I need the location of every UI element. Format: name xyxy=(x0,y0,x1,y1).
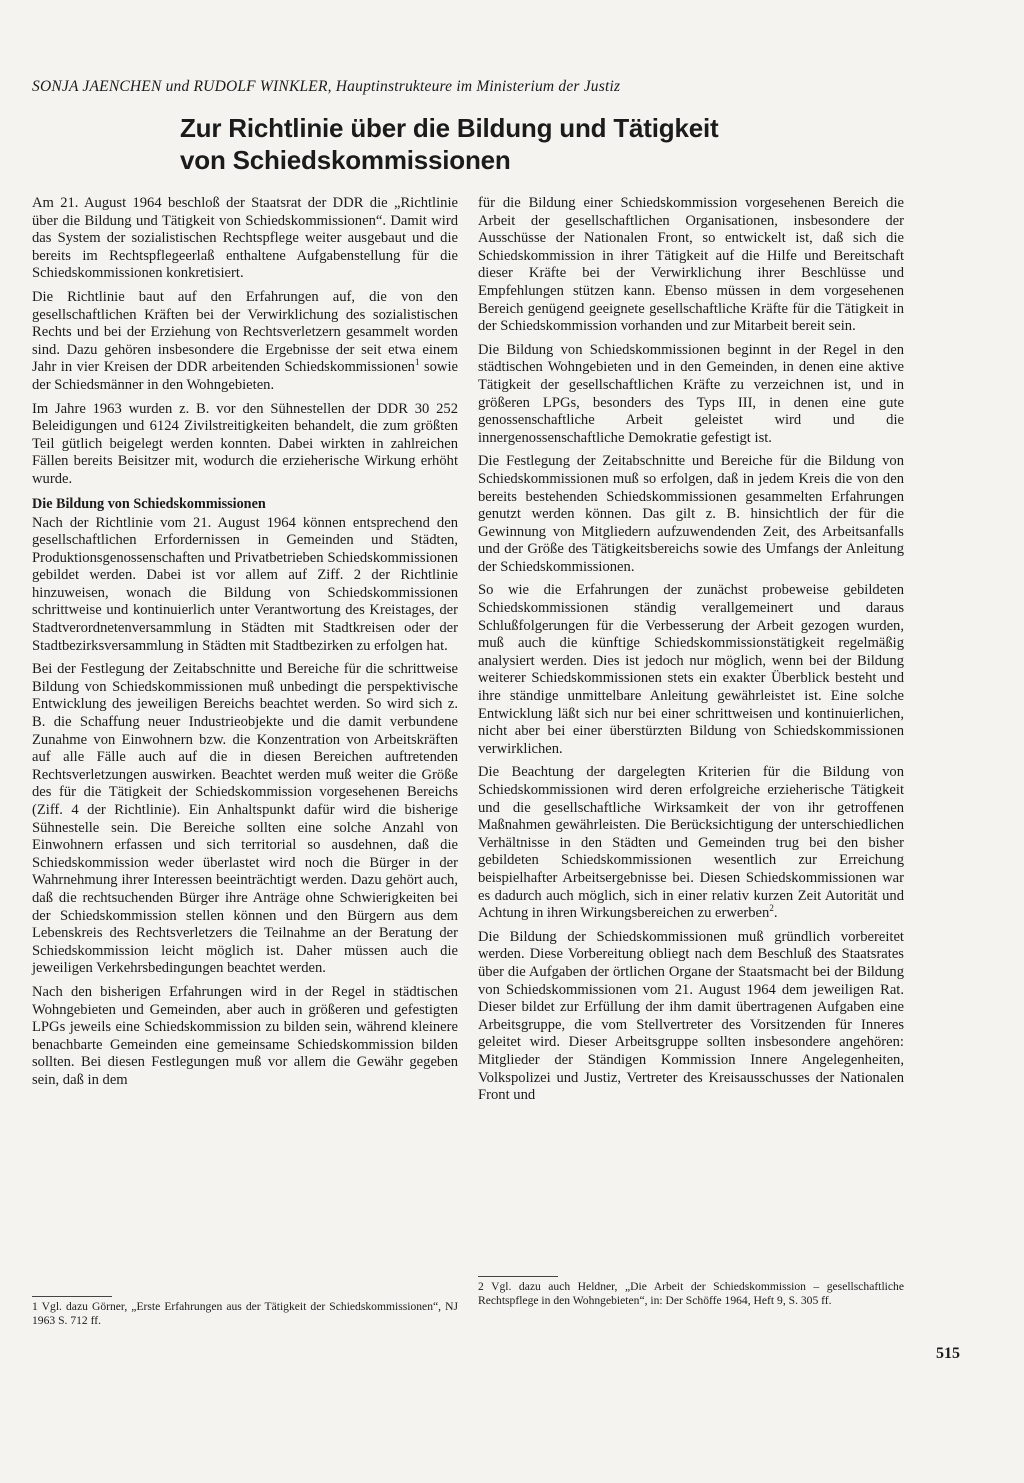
footnote-divider-right xyxy=(478,1276,558,1277)
article-title xyxy=(180,112,940,176)
paragraph xyxy=(478,764,904,922)
right-column xyxy=(478,195,904,1111)
paragraph-text: sowie der Schiedsmänner in den Wohngebieten. xyxy=(32,359,458,393)
paragraph: Nach der Richtlinie vom 21. August 1964 können entsprechend den gesellschaftlichen Erfordernissen in Gemeinden und Städten, Produktionsgenossenschaften und Privatbetrieben Schiedskommissionen gebildet werden. Dabei ist vor allem auf Ziff. 2 der Richtlinie hinzuweisen, wonach die Bildung von Schiedskommissionen schrittweise und kontinuierlich unter Verantwortung des Kreistages, der Stadtverordnetenversammlung in Städten mit Stadtkreisen oder der Stadtbezirksversammlung in Städten mit Stadtbezirken zu erfolgen hat. xyxy=(32,514,458,654)
left-column xyxy=(32,195,458,1096)
page-number: 515 xyxy=(936,1345,960,1362)
author-byline: SONJA JAENCHEN und RUDOLF WINKLER, Hauptinstrukteure im Ministerium der Justiz xyxy=(32,78,621,95)
paragraph-text: Die Richtlinie baut auf den Erfahrungen auf, die von den gesellschaftlichen Kräften bei der Verwirklichung des sozialistischen Rechts und bei der Erziehung von Rechtsverletzern gesammelt worden sind. Dazu gehören insbesondere die Ergebnisse der seit etwa einem Jahr in vier Kreisen der DDR arbeitenden Schiedskommissionen xyxy=(32,288,458,376)
paragraph: Im Jahre 1963 wurden z. B. vor den Sühnestellen der DDR 30 252 Beleidigungen und 6124 Zivilstreitigkeiten behandelt, die zum größten Teil gütlich beigelegt werden konnten. Dabei wirkten in zahlreichen Fällen bereits Beisitzer mit, wodurch die erzieherische Wirkung erhöht wurde. xyxy=(32,400,458,487)
footnote-ref-1: 1 xyxy=(414,357,420,368)
title-line-2: von Schiedskommissionen xyxy=(180,145,511,175)
paragraph: Bei der Festlegung der Zeitabschnitte und Bereiche für die schrittweise Bildung von Schiedskommissionen muß unbedingt die perspektivische Entwicklung des jeweiligen Bereichs beachtet werden. So wird sich z. B. die Schaffung neuer Industrieobjekte und die damit verbundene Zunahme von Einwohnern bzw. die Konzentration von Arbeitskräften auf alle Fälle auch auf die in diesen Bereichen auftretenden Rechtsverletzungen auswirken. Beachtet werden muß weiter die Größe des für die Tätigkeit der Schiedskommission vorgesehenen Bereichs (Ziff. 4 der Richtlinie). Ein Anhaltspunkt dafür wird die bisherige Sühnestelle sein. Die Bereiche sollten eine solche Anzahl von Einwohnern erfassen und sich territorial so ausdehnen, daß die Schiedskommission weder überlastet wird noch die Bürger in der Wahrnehmung ihrer Interessen beeinträchtigt werden. Dazu gehört auch, daß die rechtsuchenden Bürger ihre Anträge ohne Schwierigkeiten bei der Schiedskommission stellen können und den Bürgern aus dem Lebenskreis des Rechtsverletzers die Teilnahme an der Beratung der Schiedskommission leicht möglich ist. Daher müssen auch die jeweiligen Verkehrsbedingungen beachtet werden. xyxy=(32,661,458,977)
footnote-divider-left xyxy=(32,1296,112,1297)
footnote-1: 1 Vgl. dazu Görner, „Erste Erfahrungen aus der Tätigkeit der Schiedskommissionen“, NJ 1963 S. 712 ff. xyxy=(32,1300,458,1327)
footnote-ref-2: 2 xyxy=(769,903,774,914)
paragraph: Die Bildung von Schiedskommissionen beginnt in der Regel in den städtischen Wohngebieten und in den Gemeinden, in denen eine aktive Tätigkeit der gesellschaftlichen Kräfte zu verzeichnen ist, und in größeren LPGs, besonders des Typs III, in denen eine gute genossenschaftliche Arbeit geleistet wird und die innergenossenschaftliche Demokratie gefestigt ist. xyxy=(478,341,904,446)
section-heading: Die Bildung von Schiedskommissionen xyxy=(32,495,266,512)
title-line-1: Zur Richtlinie über die Bildung und Tätigkeit xyxy=(180,113,719,143)
paragraph: Nach den bisherigen Erfahrungen wird in der Regel in städtischen Wohngebieten und Gemeinden, aber auch in größeren und gefestigten LPGs jeweils eine Schiedskommission zu bilden sein, während kleinere benachbarte Gemeinden eine gemeinsame Schiedskommission bilden sollten. Bei diesen Festlegungen muß vor allem die Gewähr gegeben sein, daß in dem xyxy=(32,983,458,1088)
footnote-2: 2 Vgl. dazu auch Heldner, „Die Arbeit der Schiedskommission – gesellschaftliche Rechtspflege in den Wohngebieten“, in: Der Schöffe 1964, Heft 9, S. 305 ff. xyxy=(478,1280,904,1307)
paragraph: Am 21. August 1964 beschloß der Staatsrat der DDR die „Richtlinie über die Bildung und Tätigkeit von Schiedskommissionen“. Damit wird das System der sozialistischen Rechtspflege weiter ausgebaut und die bereits im Rechtspflegeerlaß enthaltene Aufgabenstellung für die Schiedskommissionen konkretisiert. xyxy=(32,195,458,282)
paragraph: So wie die Erfahrungen der zunächst probeweise gebildeten Schiedskommissionen ständig verallgemeinert und daraus Schlußfolgerungen für die Verbesserung der Arbeit gezogen wurden, muß auch die künftige Schiedskommissionstätigkeit regelmäßig analysiert werden. Dies ist jedoch nur möglich, wenn bei der Bildung weiterer Schiedskommissionen stets ein exakter Überblick besteht und ihre ständige unmittelbare Anleitung gewährleistet ist. Eine solche Entwicklung läßt sich nur bei einer schrittweisen und kontinuierlichen, nicht aber bei einer überstürzten Bildung von Schiedskommissionen verwirklichen. xyxy=(478,582,904,757)
paragraph-text: Die Beachtung der dargelegten Kriterien für die Bildung von Schiedskommissionen wird deren erfolgreiche erzieherische Tätigkeit und die gesellschaftliche Wirksamkeit der von ihr getroffenen Maßnahmen gewährleisten. Die Berücksichtigung der unterschiedlichen Verhältnisse in den Städten und Gemeinden trug bei den bisher gebildeten Schiedskommissionen wesentlich zur Erreichung beispielhafter Arbeitsergebnisse bei. Diesen Schiedskommissionen war es dadurch auch möglich, sich in einer relativ kurzen Zeit Autorität und Achtung in ihren Wirkungsbereichen zu erwerben xyxy=(478,764,904,922)
paragraph: Die Festlegung der Zeitabschnitte und Bereiche für die Bildung von Schiedskommissionen muß so erfolgen, daß in jedem Kreis die von den bereits bestehenden Schiedskommissionen gesammelten Erfahrungen genutzt werden können. Das gilt z. B. hinsichtlich der für die Gewinnung von Mitgliedern aufzuwendenden Zeit, des Arbeitsanfalls und der Größe des Tätigkeitsbereichs sowie des Umfangs der Anleitung der Schiedskommissionen. xyxy=(478,453,904,575)
paragraph: für die Bildung einer Schiedskommission vorgesehenen Bereich die Arbeit der gesellschaftlichen Organisationen, insbesondere der Ausschüsse der Nationalen Front, so entwickelt ist, daß sich die Schiedskommission in ihrer Tätigkeit auf die Hilfe und Bereitschaft dieser Kräfte bei der Verwirklichung ihrer Beschlüsse und Empfehlungen stützen kann. Ebenso müssen in dem vorgesehenen Bereich genügend geeignete gesellschaftliche Kräfte für die Tätigkeit in der Schiedskommission vorhanden und zur Mitarbeit bereit sein. xyxy=(478,195,904,335)
paragraph-text: . xyxy=(773,905,778,922)
paragraph xyxy=(32,289,458,395)
paragraph: Die Bildung der Schiedskommissionen muß gründlich vorbereitet werden. Diese Vorbereitung obliegt nach dem Beschluß des Staatsrates über die Aufgaben der örtlichen Organe der Staatsmacht bei der Bildung von Schiedskommissionen vom 21. August 1964 dem jeweiligen Rat. Dieser bildet zur Erfüllung der ihm damit übertragenen Aufgaben eine Arbeitsgruppe, die vom Stellvertreter des Vorsitzenden für Inneres geleitet wird. Dieser Arbeitsgruppe sollten insbesondere angehören: Mitglieder der Ständigen Kommission Innere Angelegenheiten, Volkspolizei und Justiz, Vertreter des Kreisausschusses der Nationalen Front und xyxy=(478,928,904,1104)
